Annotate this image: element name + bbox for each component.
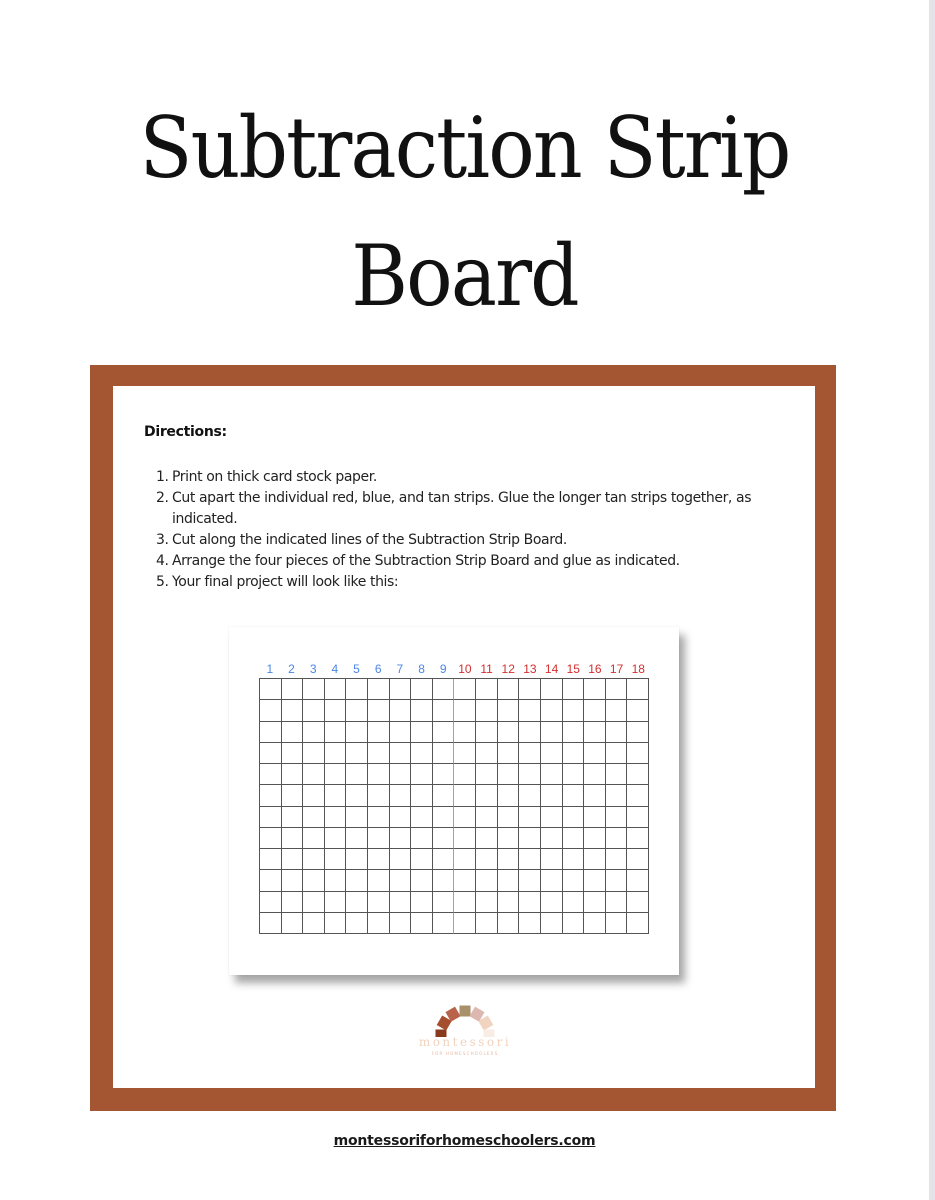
- logo-subtitle: FOR HOMESCHOOLERS: [431, 1051, 499, 1056]
- grid-cell: [368, 743, 390, 764]
- grid-cell: [563, 913, 585, 934]
- grid-cell: [368, 807, 390, 828]
- grid-cell: [627, 828, 649, 849]
- column-number: 16: [588, 662, 602, 676]
- grid-cell: [541, 828, 563, 849]
- grid-cell: [346, 892, 368, 913]
- grid-cell: [454, 828, 476, 849]
- grid-cell: [260, 807, 282, 828]
- grid-cell: [584, 870, 606, 891]
- grid-cell: [627, 700, 649, 721]
- grid-cell: [584, 892, 606, 913]
- grid-cell: [476, 764, 498, 785]
- grid-cell: [346, 700, 368, 721]
- grid-cell: [606, 700, 628, 721]
- grid-cell: [368, 764, 390, 785]
- grid-cell: [454, 849, 476, 870]
- grid-cell: [627, 913, 649, 934]
- grid-cell: [260, 743, 282, 764]
- grid-cell: [454, 764, 476, 785]
- grid-cell: [303, 828, 325, 849]
- grid-cell: [390, 722, 412, 743]
- grid-cell: [606, 785, 628, 806]
- grid-cell: [541, 870, 563, 891]
- step-text: Arrange the four pieces of the Subtraction Strip Board and glue as indicated.: [172, 553, 680, 569]
- grid-cell: [454, 870, 476, 891]
- grid-cell: [325, 913, 347, 934]
- grid-cell: [627, 870, 649, 891]
- grid-cell: [282, 870, 304, 891]
- step-text: Cut along the indicated lines of the Subtraction Strip Board.: [172, 532, 567, 548]
- grid-cell: [325, 764, 347, 785]
- grid-cell: [390, 870, 412, 891]
- grid-cell: [454, 807, 476, 828]
- website-link[interactable]: montessoriforhomeschoolers.com: [333, 1133, 596, 1149]
- viewer-edge-strip: [929, 0, 935, 1200]
- grid-cell: [541, 892, 563, 913]
- grid-cell: [411, 807, 433, 828]
- grid-cell: [519, 913, 541, 934]
- grid-cell: [282, 764, 304, 785]
- grid-cell: [476, 700, 498, 721]
- grid-cell: [563, 807, 585, 828]
- grid-cell: [303, 764, 325, 785]
- grid-cell: [454, 700, 476, 721]
- grid-cell: [541, 785, 563, 806]
- directions-list: [156, 467, 776, 593]
- arc-squares-icon: [410, 1003, 520, 1037]
- grid-cell: [606, 743, 628, 764]
- column-number: 11: [480, 662, 493, 676]
- grid-cell: [563, 785, 585, 806]
- grid-cell: [476, 743, 498, 764]
- grid-cell: [433, 764, 455, 785]
- grid-cell: [476, 785, 498, 806]
- grid-cell: [563, 722, 585, 743]
- grid-cell: [584, 722, 606, 743]
- grid-cell: [584, 679, 606, 700]
- grid-cell: [606, 849, 628, 870]
- grid-cell: [411, 722, 433, 743]
- grid-cell: [519, 807, 541, 828]
- grid-cell: [368, 828, 390, 849]
- grid-cell: [325, 828, 347, 849]
- grid-cell: [282, 828, 304, 849]
- grid-cell: [390, 807, 412, 828]
- grid-cell: [346, 870, 368, 891]
- grid-cell: [476, 870, 498, 891]
- grid-cell: [368, 913, 390, 934]
- grid-cell: [411, 679, 433, 700]
- grid-cell: [303, 807, 325, 828]
- grid-cell: [433, 722, 455, 743]
- grid-cell: [563, 764, 585, 785]
- grid-cell: [584, 807, 606, 828]
- grid-cell: [303, 722, 325, 743]
- grid-cell: [498, 764, 520, 785]
- grid-cell: [541, 849, 563, 870]
- grid-cell: [260, 870, 282, 891]
- grid-cell: [368, 870, 390, 891]
- step-text: Your final project will look like this:: [172, 574, 399, 590]
- grid-cell: [476, 828, 498, 849]
- grid-cell: [476, 679, 498, 700]
- grid-cell: [260, 892, 282, 913]
- grid-cell: [541, 807, 563, 828]
- grid-cell: [368, 892, 390, 913]
- grid-cell: [584, 743, 606, 764]
- grid-cell: [454, 743, 476, 764]
- grid-cell: [325, 892, 347, 913]
- grid-cell: [346, 679, 368, 700]
- grid-cell: [411, 700, 433, 721]
- column-number: 1: [266, 662, 274, 676]
- grid-cell: [584, 849, 606, 870]
- grid-cell: [390, 785, 412, 806]
- grid-cell: [346, 913, 368, 934]
- grid-cell: [584, 764, 606, 785]
- grid-cell: [260, 764, 282, 785]
- step-text: Cut apart the individual red, blue, and tan strips. Glue the longer tan strips together, as indicated.: [172, 490, 752, 527]
- grid-cell: [519, 722, 541, 743]
- grid-cell: [433, 700, 455, 721]
- grid-cell: [260, 700, 282, 721]
- grid-cell: [519, 743, 541, 764]
- grid-cell: [411, 913, 433, 934]
- grid-cell: [390, 700, 412, 721]
- grid-cell: [390, 764, 412, 785]
- grid-cell: [303, 700, 325, 721]
- grid-cell: [627, 679, 649, 700]
- grid-cell: [325, 807, 347, 828]
- grid-cell: [563, 892, 585, 913]
- grid-cell: [346, 785, 368, 806]
- grid-cell: [476, 892, 498, 913]
- grid-cell: [563, 700, 585, 721]
- title-line-2: Board: [351, 227, 578, 325]
- column-number: 4: [331, 662, 339, 676]
- grid-cell: [606, 679, 628, 700]
- grid-cell: [411, 764, 433, 785]
- grid-cell: [390, 913, 412, 934]
- grid-cell: [368, 722, 390, 743]
- grid-cell: [541, 700, 563, 721]
- column-number: 7: [396, 662, 404, 676]
- logo-wordmark: montessori: [418, 1035, 512, 1049]
- column-number: 15: [566, 662, 580, 676]
- grid-cell: [627, 722, 649, 743]
- grid-cell: [563, 870, 585, 891]
- grid-cell: [325, 743, 347, 764]
- step-number: 2.: [156, 490, 169, 506]
- grid-cell: [282, 722, 304, 743]
- grid-cell: [498, 700, 520, 721]
- grid-cell: [368, 679, 390, 700]
- step-text: Print on thick card stock paper.: [172, 469, 377, 485]
- grid-cell: [260, 913, 282, 934]
- column-number: 2: [288, 662, 295, 676]
- grid-cell: [519, 764, 541, 785]
- grid-cell: [325, 849, 347, 870]
- step-number: 5.: [156, 574, 169, 590]
- grid-cell: [260, 849, 282, 870]
- grid-cell: [282, 679, 304, 700]
- grid-cell: [368, 785, 390, 806]
- column-number: 3: [309, 662, 317, 676]
- grid-cell: [260, 722, 282, 743]
- step-number: 1.: [156, 469, 169, 485]
- grid-cell: [606, 722, 628, 743]
- grid-cell: [325, 722, 347, 743]
- column-number: 13: [523, 662, 537, 676]
- grid-cell: [411, 870, 433, 891]
- grid-cell: [476, 913, 498, 934]
- grid-cell: [411, 828, 433, 849]
- grid-cell: [498, 828, 520, 849]
- grid-cell: [476, 807, 498, 828]
- grid-cell: [498, 722, 520, 743]
- grid-cell: [303, 743, 325, 764]
- column-number: 10: [458, 662, 472, 676]
- grid-cell: [584, 913, 606, 934]
- grid-cell: [390, 743, 412, 764]
- grid-cell: [498, 807, 520, 828]
- title-line-1: Subtraction Strip: [139, 99, 790, 197]
- grid-cell: [260, 785, 282, 806]
- grid-cell: [606, 764, 628, 785]
- grid-cell: [303, 913, 325, 934]
- column-number: 6: [374, 662, 382, 676]
- grid-cell: [541, 764, 563, 785]
- column-number-row: [259, 661, 649, 677]
- grid-cell: [498, 870, 520, 891]
- grid-cell: [433, 892, 455, 913]
- grid-cell: [519, 892, 541, 913]
- grid-cell: [433, 679, 455, 700]
- grid-cell: [519, 700, 541, 721]
- grid-cell: [325, 700, 347, 721]
- grid-cell: [498, 785, 520, 806]
- grid-cell: [346, 828, 368, 849]
- grid-cell: [433, 743, 455, 764]
- grid-cell: [563, 743, 585, 764]
- direction-step: [156, 530, 776, 551]
- grid-cell: [584, 828, 606, 849]
- grid-cell: [303, 892, 325, 913]
- grid-cell: [454, 892, 476, 913]
- grid-cell: [390, 679, 412, 700]
- grid-cell: [454, 679, 476, 700]
- column-number: 14: [544, 662, 559, 676]
- grid-cell: [498, 743, 520, 764]
- grid-cell: [433, 828, 455, 849]
- grid-cell: [303, 849, 325, 870]
- grid-cell: [476, 722, 498, 743]
- column-number: 18: [631, 662, 645, 676]
- grid-cell: [541, 722, 563, 743]
- grid-cell: [303, 679, 325, 700]
- grid-cell: [606, 892, 628, 913]
- grid-cell: [563, 679, 585, 700]
- grid-cell: [433, 870, 455, 891]
- column-number: 8: [418, 662, 425, 676]
- grid-cell: [454, 722, 476, 743]
- grid-cell: [627, 764, 649, 785]
- direction-step: [156, 551, 776, 572]
- grid-cell: [433, 785, 455, 806]
- column-number: 9: [439, 662, 447, 676]
- grid-cell: [411, 849, 433, 870]
- grid-cell: [260, 828, 282, 849]
- montessori-logo: [410, 1003, 520, 1063]
- grid-cell: [368, 849, 390, 870]
- step-number: 3.: [156, 532, 169, 548]
- grid-cell: [627, 743, 649, 764]
- grid-cell: [346, 722, 368, 743]
- grid-cell: [260, 679, 282, 700]
- grid-cell: [584, 700, 606, 721]
- grid-cell: [541, 913, 563, 934]
- grid-cell: [346, 849, 368, 870]
- grid-cell: [498, 849, 520, 870]
- grid-cell: [282, 785, 304, 806]
- column-number: 17: [609, 662, 624, 676]
- grid-cell: [282, 700, 304, 721]
- direction-step: [156, 572, 776, 593]
- grid-cell: [519, 785, 541, 806]
- grid-cell: [606, 913, 628, 934]
- column-number: 5: [353, 662, 360, 676]
- direction-step: [156, 467, 776, 488]
- grid-cell: [282, 743, 304, 764]
- grid-cell: [563, 849, 585, 870]
- grid-cell: [325, 870, 347, 891]
- grid-cell: [411, 785, 433, 806]
- grid-cell: [541, 679, 563, 700]
- grid-cell: [627, 807, 649, 828]
- grid-cell: [498, 913, 520, 934]
- grid-cell: [282, 849, 304, 870]
- column-number: 12: [501, 662, 515, 676]
- grid-cell: [454, 913, 476, 934]
- grid-cell: [498, 679, 520, 700]
- grid-cell: [411, 743, 433, 764]
- page-title: [37, 84, 892, 340]
- directions-heading: Directions:: [144, 424, 227, 440]
- grid-cell: [541, 743, 563, 764]
- grid-cell: [368, 700, 390, 721]
- grid-cell: [498, 892, 520, 913]
- grid-cell: [282, 913, 304, 934]
- grid-cell: [627, 785, 649, 806]
- grid-cell: [606, 807, 628, 828]
- grid-cell: [584, 785, 606, 806]
- grid-cell: [303, 785, 325, 806]
- grid-cell: [282, 892, 304, 913]
- grid-cell: [476, 849, 498, 870]
- direction-step: [156, 488, 776, 530]
- grid-cell: [390, 828, 412, 849]
- grid-cell: [454, 785, 476, 806]
- grid-cell: [519, 849, 541, 870]
- grid-cell: [303, 870, 325, 891]
- grid-cell: [519, 679, 541, 700]
- grid-cell: [390, 849, 412, 870]
- grid-cell: [433, 913, 455, 934]
- grid-cell: [627, 892, 649, 913]
- grid-cell: [519, 828, 541, 849]
- grid-cell: [606, 828, 628, 849]
- grid-cell: [433, 849, 455, 870]
- grid-cell: [519, 870, 541, 891]
- grid-cell: [346, 764, 368, 785]
- grid-cell: [411, 892, 433, 913]
- step-number: 4.: [156, 553, 169, 569]
- grid-cell: [346, 807, 368, 828]
- grid-cell: [325, 785, 347, 806]
- grid-cell: [390, 892, 412, 913]
- grid-cell: [325, 679, 347, 700]
- grid-cell: [627, 849, 649, 870]
- grid-cell: [606, 870, 628, 891]
- grid-cell: [433, 807, 455, 828]
- grid-cell: [563, 828, 585, 849]
- grid-cell: [282, 807, 304, 828]
- strip-board-grid: [259, 678, 649, 934]
- grid-cell: [346, 743, 368, 764]
